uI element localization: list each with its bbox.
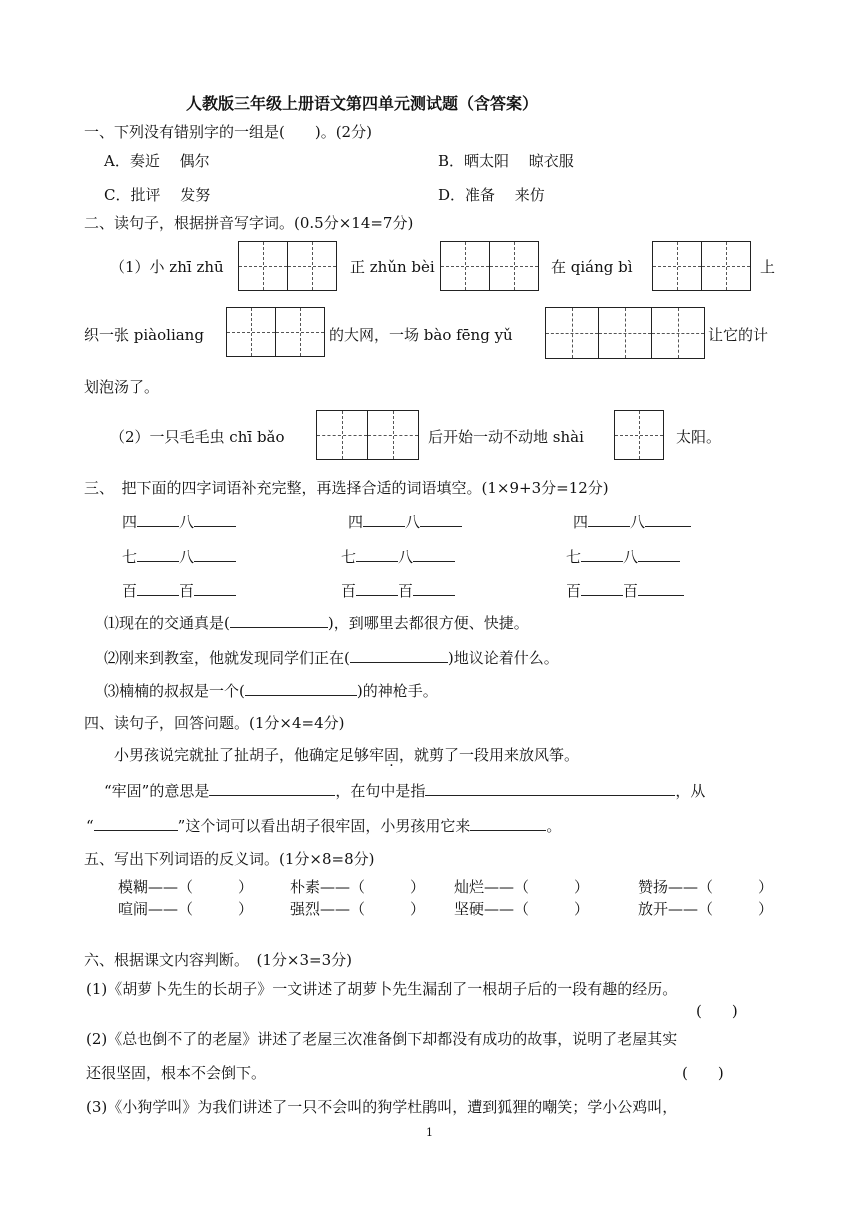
tianzige-piaoliang[interactable] <box>226 307 325 357</box>
q4-sentence: 小男孩说完就扯了扯胡子，他确定足够牢固，就剪了一段用来放风筝。 <box>114 746 580 764</box>
antonym-item[interactable]: 灿烂——（ ） <box>454 878 590 896</box>
tianzige-shai[interactable] <box>614 410 664 460</box>
q4-line-2: “ ”这个词可以看出胡子很牢固，小男孩用它来 。 <box>86 817 562 835</box>
tianzige-zhunbei[interactable] <box>440 241 539 291</box>
q2-s1-rang: 让它的计 <box>708 326 769 344</box>
q2-s2-prefix: （2）一只毛毛虫 chī bǎo <box>110 428 285 446</box>
q1-option-a: A．奏近 偶尔 <box>104 152 210 170</box>
antonym-item[interactable]: 强烈——（ ） <box>290 900 426 918</box>
q6-item-3: (3)《小狗学叫》为我们讲述了一只不会叫的狗学杜鹃叫，遭到狐狸的嘲笑；学小公鸡叫， <box>86 1098 678 1116</box>
tianzige-chibao[interactable] <box>316 410 419 460</box>
q2-s1-zhi: 织一张 piàoliang <box>84 326 204 344</box>
q2-s1-zai: 在 qiáng bì <box>551 258 633 276</box>
q3-stem: 三、 把下面的四字词语补充完整，再选择合适的词语填空。(1×9+3分=12分) <box>84 479 609 497</box>
q2-s2-end: 太阳。 <box>676 428 722 446</box>
q3-fill-3: ⑶楠楠的叔叔是一个( )的神枪手。 <box>104 682 438 700</box>
q3-blank-3[interactable] <box>245 681 357 696</box>
q4-blank-meaning[interactable] <box>209 781 335 796</box>
q6-stem: 六、根据课文内容判断。 (1分×3=3分) <box>84 951 352 969</box>
q5-stem: 五、写出下列词语的反义词。(1分×8=8分) <box>84 850 375 868</box>
q6-answer-2[interactable]: ( ) <box>682 1064 724 1082</box>
q2-s2-mid: 后开始一动不动地 shài <box>428 428 584 446</box>
q6-item-2b: 还很坚固，根本不会倒下。 <box>86 1064 267 1082</box>
q4-blank-word[interactable] <box>94 816 178 831</box>
antonym-item[interactable]: 喧闹——（ ） <box>118 900 254 918</box>
q6-item-1: (1)《胡萝卜先生的长胡子》一文讲述了胡萝卜先生漏刮了一根胡子后的一段有趣的经历。 <box>86 980 678 998</box>
q6-answer-1[interactable]: ( ) <box>696 1002 738 1020</box>
q1-option-c: C．批评 发努 <box>104 186 211 204</box>
q4-stem: 四、读句子，回答问题。(1分×4=4分) <box>84 714 345 732</box>
tianzige-baofengyu[interactable] <box>545 307 705 359</box>
q2-s1-shang: 上 <box>760 258 776 276</box>
tianzige-zhizhu[interactable] <box>238 241 337 291</box>
q2-s1-prefix: （1）小 zhī zhū <box>110 258 224 276</box>
idiom-qi-ba-3[interactable]: 七 八 <box>566 546 680 567</box>
idiom-si-ba-3[interactable]: 四 八 <box>573 511 691 532</box>
antonym-item[interactable]: 模糊——（ ） <box>118 878 254 896</box>
q2-s1-end: 划泡汤了。 <box>84 378 160 396</box>
idiom-bai-bai-2[interactable]: 百 百 <box>341 580 455 601</box>
page-title: 人教版三年级上册语文第四单元测试题（含答案） <box>186 94 539 113</box>
idiom-si-ba-2[interactable]: 四 八 <box>348 511 462 532</box>
antonym-item[interactable]: 朴素——（ ） <box>290 878 426 896</box>
page-number: 1 <box>426 1126 433 1139</box>
q2-s1-zheng: 正 zhǔn bèi <box>350 258 435 276</box>
idiom-bai-bai-3[interactable]: 百 百 <box>566 580 684 601</box>
q3-blank-2[interactable] <box>350 648 448 663</box>
idiom-bai-bai-1[interactable]: 百 百 <box>122 580 236 601</box>
q2-stem: 二、读句子，根据拼音写字词。(0.5分×14=7分) <box>84 214 414 232</box>
q3-fill-1: ⑴现在的交通真是( )，到哪里去都很方便、快捷。 <box>104 614 529 632</box>
q2-s1-dawang: 的大网，一场 bào fēng yǔ <box>329 326 513 344</box>
idiom-si-ba-1[interactable]: 四 八 <box>122 511 236 532</box>
q4-blank-use[interactable] <box>470 816 546 831</box>
antonym-item[interactable]: 放开——（ ） <box>638 900 774 918</box>
q6-item-2a: (2)《总也倒不了的老屋》讲述了老屋三次准备倒下却都没有成功的故事，说明了老屋其实 <box>86 1030 678 1048</box>
antonym-item[interactable]: 坚硬——（ ） <box>454 900 590 918</box>
q1-option-b: B．晒太阳 晾衣服 <box>438 152 574 170</box>
tianzige-qiangbi[interactable] <box>652 241 751 291</box>
q1-option-d: D．准备 来仿 <box>438 186 545 204</box>
antonym-item[interactable]: 赞扬——（ ） <box>638 878 774 896</box>
q1-stem: 一、下列没有错别字的一组是( )。(2分) <box>84 123 372 141</box>
idiom-qi-ba-1[interactable]: 七 八 <box>122 546 236 567</box>
q4-blank-context[interactable] <box>425 781 675 796</box>
q3-blank-1[interactable] <box>230 613 328 628</box>
q4-line-1: “牢固”的意思是 ，在句中是指 ，从 <box>104 782 706 800</box>
q3-fill-2: ⑵刚来到教室，他就发现同学们正在( )地议论着什么。 <box>104 649 559 667</box>
idiom-qi-ba-2[interactable]: 七 八 <box>341 546 455 567</box>
